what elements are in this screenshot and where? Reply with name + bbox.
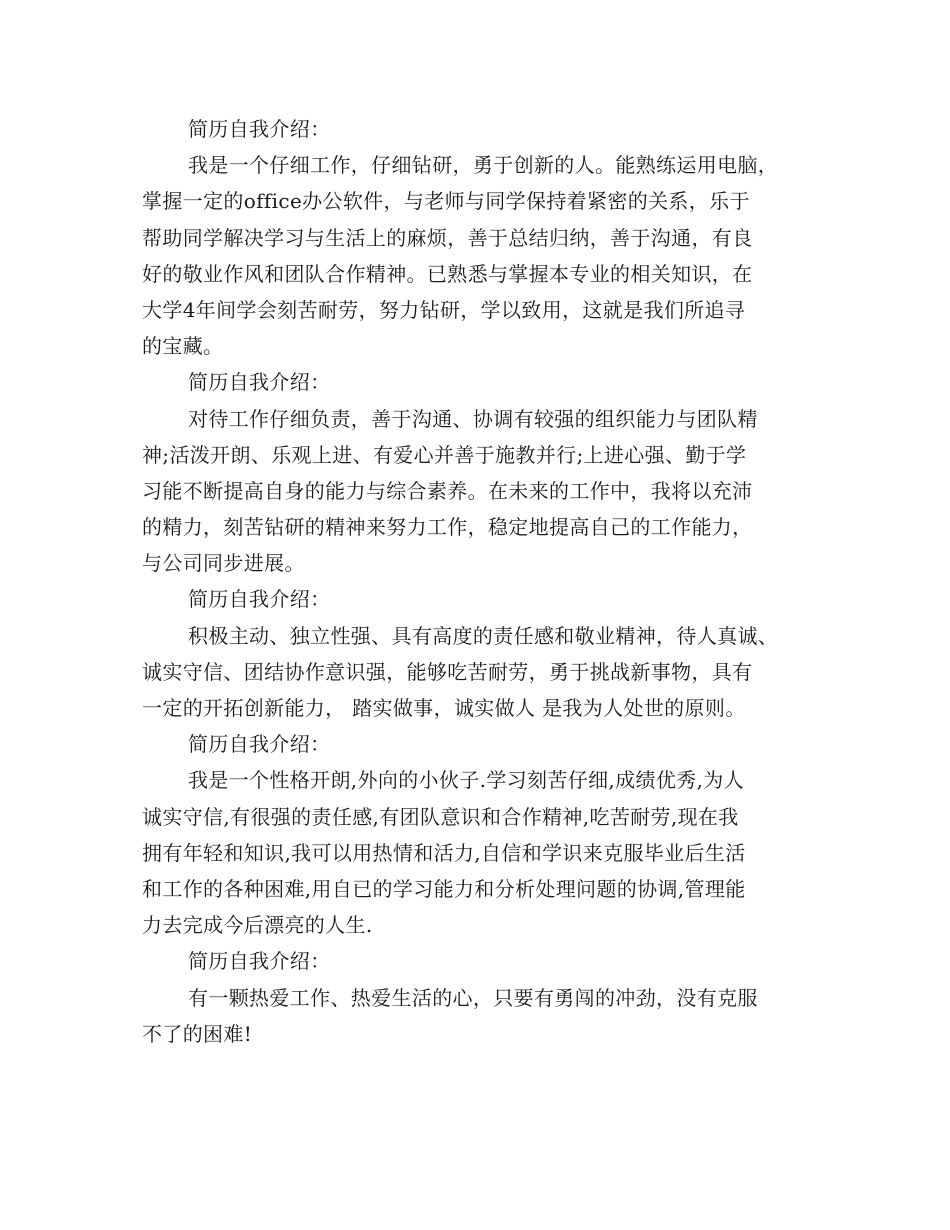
paragraph-line: 好的敬业作风和团队合作精神。已熟悉与掌握本专业的相关知识，在 [142, 261, 753, 286]
paragraph-line: 掌握一定的office办公软件，与老师与同学保持着紧密的关系，乐于 [142, 189, 750, 214]
paragraph-line: 我是一个仔细工作，仔细钻研，勇于创新的人。能熟练运用电脑， [188, 153, 779, 178]
paragraph-line: 的精力，刻苦钻研的精神来努力工作，稳定地提高自己的工作能力， [142, 515, 753, 540]
paragraph-line: 诚实守信、团结协作意识强，能够吃苦耐劳，勇于挑战新事物，具有 [142, 659, 753, 684]
paragraph-line: 不了的困难! [142, 1021, 253, 1046]
document-body [142, 111, 808, 1052]
paragraph-line: 习能不断提高自身的能力与综合素养。在未来的工作中，我将以充沛 [142, 478, 753, 503]
section-heading: 简历自我介绍： [188, 370, 331, 395]
paragraph-line: 和工作的各种困难,用自已的学习能力和分析处理问题的协调,管理能 [142, 876, 746, 901]
paragraph-line: 与公司同步进展。 [142, 551, 305, 576]
paragraph-line: 帮助同学解决学习与生活上的麻烦，善于总结归纳，善于沟通，有良 [142, 225, 753, 250]
section-heading: 简历自我介绍： [188, 117, 331, 141]
paragraph-line: 神;活泼开朗、乐观上进、有爱心并善于施教并行;上进心强、勤于学 [142, 442, 747, 467]
paragraph-line: 积极主动、独立性强、具有高度的责任感和敬业精神，待人真诚、 [188, 623, 779, 648]
section-heading: 简历自我介绍： [188, 587, 331, 612]
paragraph-line: 对待工作仔细负责，善于沟通、协调有较强的组织能力与团队精 [188, 406, 758, 431]
section-heading: 简历自我介绍： [188, 732, 331, 757]
paragraph-line: 拥有年轻和知识,我可以用热情和活力,自信和学识来克服毕业后生活 [142, 840, 746, 865]
paragraph-line: 大学4年间学会刻苦耐劳，努力钻研，学以致用，这就是我们所追寻 [142, 297, 746, 322]
paragraph-line: 我是一个性格开朗,外向的小伙子.学习刻苦仔细,成绩优秀,为人 [188, 768, 744, 793]
paragraph-line: 一定的开拓创新能力， 踏实做事，诚实做人 是我为人处世的原则。 [142, 696, 746, 720]
paragraph-line: 力去完成今后漂亮的人生. [142, 913, 373, 938]
paragraph-line: 的宝藏。 [142, 334, 224, 359]
paragraph-line: 诚实守信,有很强的责任感,有团队意识和合作精神,吃苦耐劳,现在我 [142, 804, 739, 829]
section-heading: 简历自我介绍： [188, 949, 331, 974]
paragraph-line: 有一颗热爱工作、热爱生活的心，只要有勇闯的冲劲，没有克服 [188, 985, 758, 1010]
